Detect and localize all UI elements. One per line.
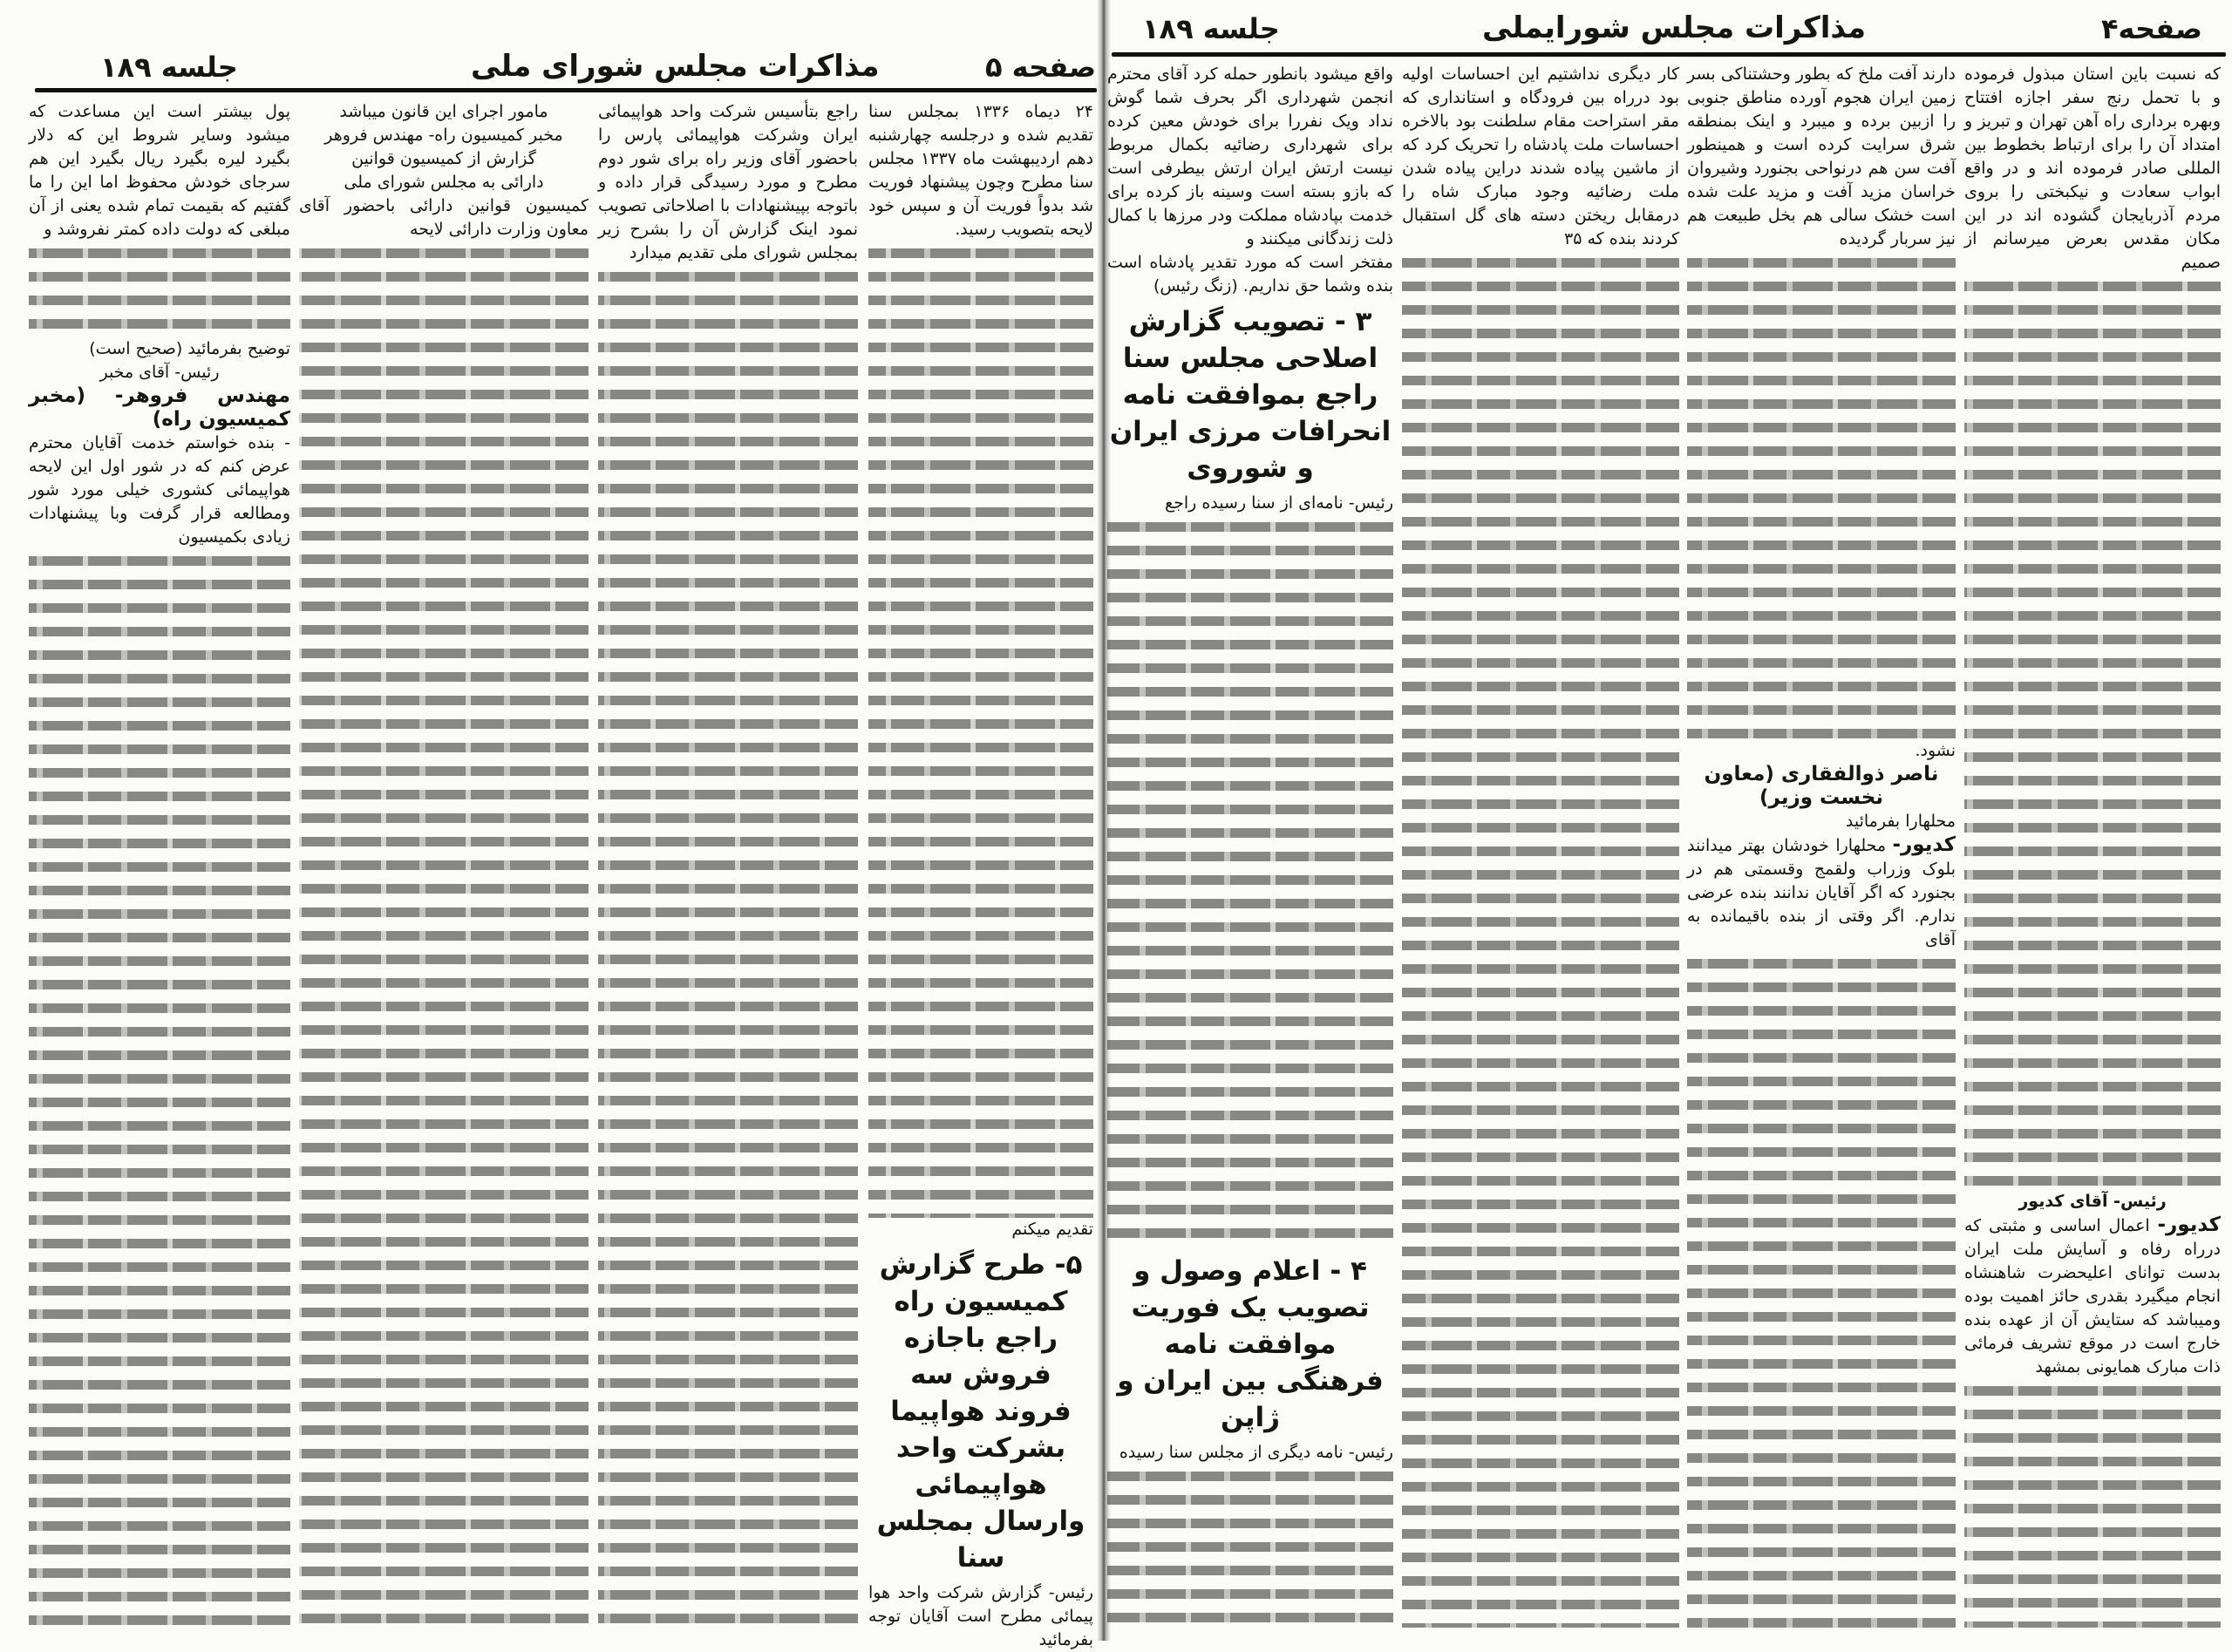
speech-text: محلهارا خودشان بهتر میدانند بلوک وزراب ولقمج وقسمتی هم در بجنورد که اگر آقایان ندانند بنده عرضی ندارم. اگر وقتی از بنده باقیمانده به آقای [1687, 836, 1956, 949]
page-number: صفحه ۵ [985, 51, 1097, 84]
header-rule [1112, 52, 2226, 57]
column-3 [1687, 63, 1956, 1628]
chair-line: رئیس- آقای کدیور [2018, 1192, 2167, 1211]
column-4 [29, 100, 290, 1626]
column-3 [299, 100, 589, 1626]
page-title: مذاکرات مجلس شورایملی [1482, 10, 1867, 45]
paragraph: - بنده خواستم خدمت آقایان محترم عرض کنم که در شور اول این لایحه هواپیمائی کشوری خیلی مورد شور ومطالعه قرار گرفت وبا پیشنهادات زیادی بکمیسیون [29, 433, 290, 547]
section-heading-4: ۴ - اعلام وصول و تصویب یک فوریت موافقت نامه فرهنگی بین ایران و ژاپن [1117, 1255, 1384, 1433]
left-page [0, 0, 1100, 1649]
paragraph: مفتخر است که مورد تقدیر پادشاه است بنده وشما حق نداریم. (زنگ رئیس) [1107, 253, 1393, 296]
page-number: صفحه۴ [2101, 12, 2202, 45]
paragraph: محلهارا بفرمائید [1845, 812, 1956, 831]
paragraph [1687, 833, 1956, 952]
column-1 [868, 100, 1094, 1649]
paragraph: دارند آفت ملخ که بطور وحشتناکی بسر زمین ایران هجوم آورده مناطق جنوبی را ازبین برده و میبرد و اینک بمنطقه شرق سرایت کرده است و همینطور آفت سن هم درنواحی بجنورد وشیروان خراسان مزید آفت و مزید علت شده است خشک سالی هم بخل طبیعت هم نیز سربار گردیده [1687, 65, 1956, 248]
paragraph: ۲۴ دیماه ۱۳۳۶ بمجلس سنا تقدیم شده و درجلسه چهارشنبه دهم اردیبهشت ماه ۱۳۳۷ مجلس سنا مطرح وچون پیشنهاد فوریت شد بدواً فوریت آن و سپس خود لایحه بتصویب رسید. [868, 102, 1094, 239]
illegible-text-lines [1107, 515, 1393, 1247]
illegible-text-lines [29, 549, 290, 1626]
illegible-text-lines [1687, 952, 1956, 1628]
column-4 [1964, 63, 2221, 1628]
text-line: مخبر کمیسیون راه- مهندس فروهر [324, 126, 563, 145]
chair-line: رئیس- آقای مخبر [99, 363, 220, 382]
illegible-text-lines [1964, 1379, 2221, 1628]
paragraph [1964, 1214, 2221, 1379]
speaker-name: ناصر ذوالفقاری (معاون نخست وزیر) [1704, 763, 1939, 809]
illegible-text-lines [1964, 275, 2221, 1190]
header-rule [35, 88, 1097, 92]
paragraph: که نسبت باین استان مبذول فرموده و با تحمل رنج سفر اجازه افتتاح وبهره برداری راه آهن تهران و تبریز و امتداد آن را برای ارتباط بخطوط بین المللی صادر فرموده اند و در واقع ابواب سعادت و نیکبختی را بروی مردم آذربایجان گشوده اند در این مکان مقدس بعرض میرسانم از صمیم [1964, 65, 2221, 272]
session-number: جلسه ۱۸۹ [1142, 12, 1280, 45]
paragraph: کار دیگری نداشتیم این احساسات اولیه بود درراه بین فرودگاه و استانداری که مقر استراحت مقام سلطنت بود بالاخره احساسات ملت پادشاه را تحریک کرد که از ماشین پیاده شدند دراین پیاده شدن ملت رضائیه وجود مبارک شاه را درمقابل ریختن دسته های گل استقبال کردند بنده که ۳۵ [1402, 65, 1679, 248]
illegible-text-lines [868, 241, 1093, 1218]
illegible-text-lines [1107, 1465, 1393, 1628]
text-line: گزارش از کمیسیون قوانین [351, 149, 536, 168]
text-line: دارائی به مجلس شورای ملی [344, 173, 544, 192]
paragraph: رئیس- نامه‌ای از سنا رسیده راجع [1164, 493, 1393, 513]
paragraph: کمیسیون قوانین دارائی باحضور آقای معاون وزارت دارائی لایحه [299, 196, 589, 239]
column-2 [1402, 63, 1679, 1628]
paragraph: پول بیشتر است این مساعدت که میشود وسایر شروط این که دلار بگیرد لیره بگیرد ریال بگیرد این هم سرجای خودش محفوظ اما این را ما گفتیم که بقیمت تمام شده یعنی از آن مبلغی که دولت داده کمتر نفروشد و [29, 102, 290, 239]
paragraph: نشود. [1915, 741, 1956, 760]
column-2 [598, 100, 858, 1626]
speaker-name: کدیور- [1892, 833, 1956, 856]
paragraph: تقدیم میکنم [1011, 1220, 1093, 1239]
paragraph: واقع میشود بانطور حمله کرد آقای محترم انجمن شهرداری اگر بحرف شما گوش نداد ویک نفررا برای خودش معین کرده برای شهرداری رضائیه بکمال مربوط نیست ارتش ایران ارتش بیطرفی است که بازو بسته است وسینه باز کرده برای خدمت بپادشاه مملکت ودر مرزها با کمال ذلت زندگانی میکنند و [1107, 65, 1393, 248]
speech-text: اعمال اساسی و مثبتی که درراه رفاه و آسایش ملت ایران بدست توانای اعلیحضرت شاهنشاه انجام میگیرد بقدری حائز اهمیت بوده ومیباشد که ستایش آن از عهده بنده خارج است در موقع تشریف فرمائی ذات مبارک همایونی بمشهد [1964, 1216, 2221, 1377]
paragraph: رئیس- گزارش شرکت واحد هوا پیمائی مطرح است آقایان توجه بفرمائید [868, 1583, 1093, 1649]
section-heading-5: ۵- طرح گزارش کمیسیون راه راجع باجازه فروش سه فروند هواپیما بشرکت واحد هواپیمائی وارسال بمجلس سنا [876, 1249, 1085, 1574]
illegible-text-lines [1687, 251, 1956, 739]
page-title: مذاکرات مجلس شورای ملی [471, 49, 880, 84]
session-number: جلسه ۱۸۹ [100, 51, 238, 84]
right-page [1107, 0, 2232, 1641]
illegible-text-lines [299, 241, 589, 1626]
paragraph: رئیس- نامه دیگری از مجلس سنا رسیده [1119, 1443, 1393, 1462]
speaker-name: کدیور- [2157, 1214, 2222, 1236]
illegible-text-lines [1402, 251, 1679, 1628]
column-1 [1107, 63, 1393, 1628]
illegible-text-lines [29, 241, 290, 337]
paragraph: توضیح بفرمائید (صحیح است) [89, 339, 290, 358]
speaker-name: مهندس فروهر- (مخبر کمیسیون راه) [29, 384, 290, 431]
section-heading-3: ۳ - تصویب گزارش اصلاحی مجلس سنا راجع بموافقت نامه انحرافات مرزی ایران و شوروی [1109, 306, 1392, 484]
paragraph: راجع بتأسیس شرکت واحد هواپیمائی ایران وشرکت هواپیمائی پارس را باحضور آقای وزیر راه برای شور دوم مطرح و مورد رسیدگی قرار داده و باتوجه بپیشنهادات با اصلاحاتی تصویب نمود اینک گزارش آن را بشرح زیر بمجلس شورای ملی تقدیم میدارد [598, 102, 858, 262]
text-line: مامور اجرای این قانون میباشد [339, 102, 548, 121]
illegible-text-lines [598, 265, 858, 1626]
